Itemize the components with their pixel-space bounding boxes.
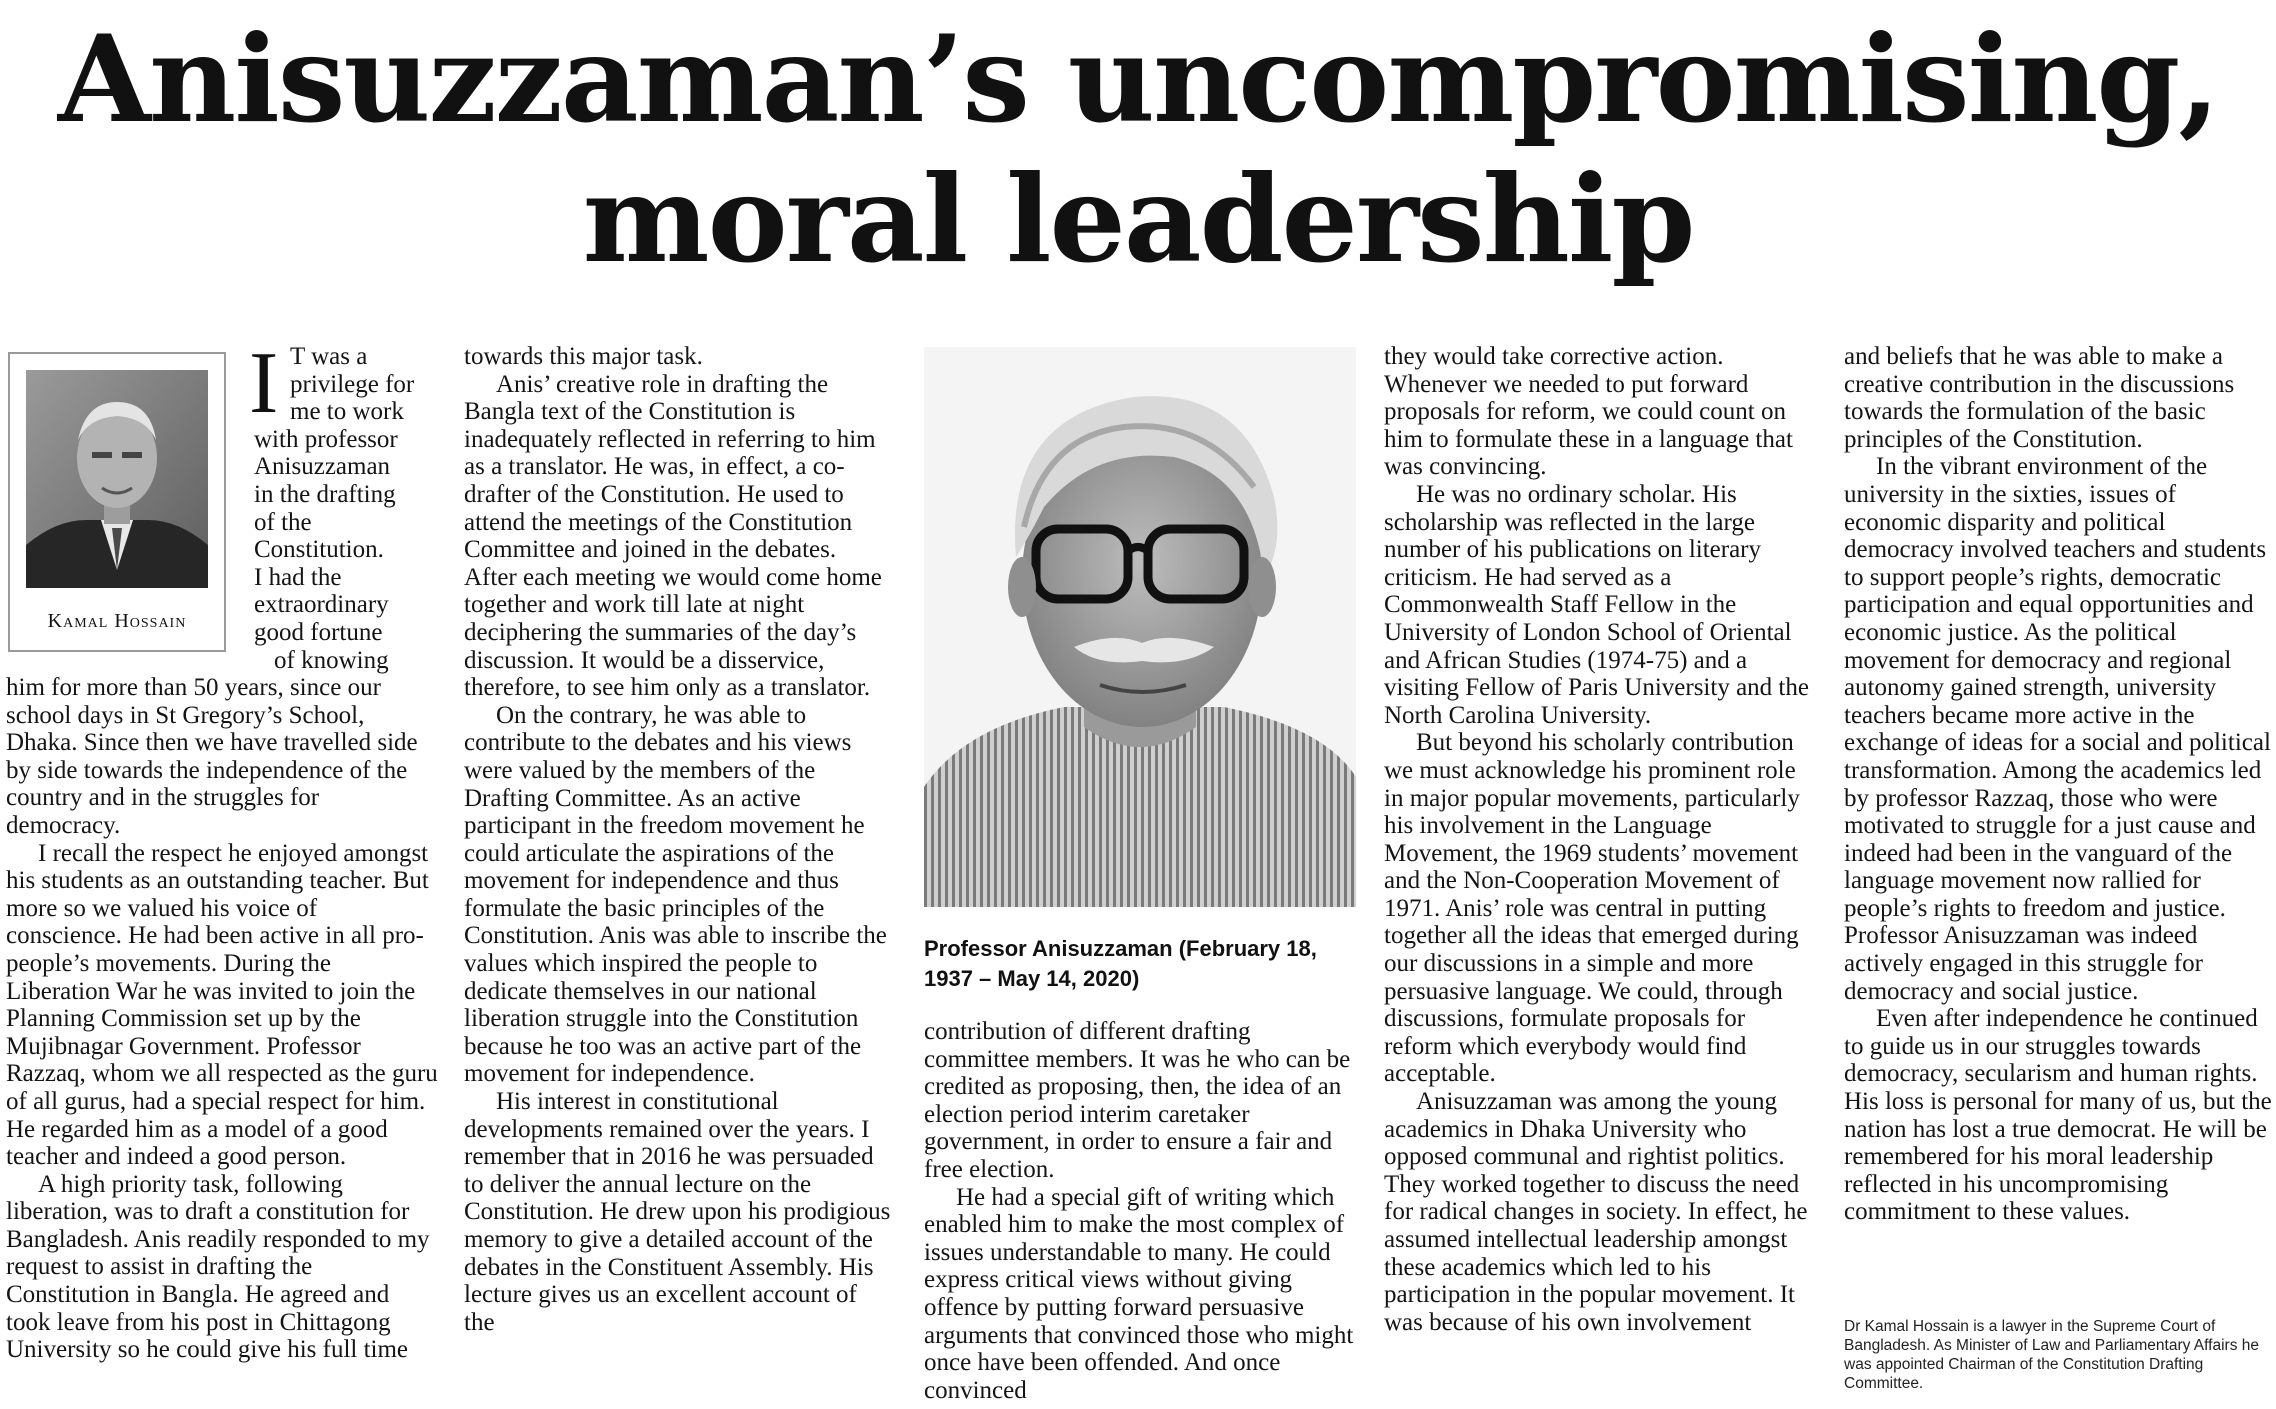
paragraph: they would take corrective action. Whenever we needed to put forward proposals for reform, we could count on him to formulate these in a language that was convincing. — [1384, 343, 1793, 481]
lead-line: with professor — [254, 425, 398, 453]
lead-line: of the — [254, 508, 312, 536]
author-name: Kamal Hossain — [47, 610, 187, 632]
professor-photo-icon — [924, 347, 1356, 907]
paragraph: I recall the respect he enjoyed amongst his students as an outstanding teacher. But more so we valued his voice of conscience. He had been active in all pro-people’s movements. During the Liberation War he was invited to join the Planning Commission set up by the Mujibnagar Government. Professor Razzaq, whom we all respected as the guru of all gurus, had a special respect for him. He regarded him as a model of a good teacher and indeed a good person. — [6, 839, 438, 1171]
paragraph: towards this major task. — [464, 343, 703, 370]
paragraph: and beliefs that he was able to make a creative contribution in the discussions towards the formulation of the basic principles of the Constitution. — [1844, 343, 2235, 453]
article-column-5 — [1844, 343, 2272, 1226]
paragraph: He had a special gift of writing which enabled him to make the most complex of issues understandable to many. He could express critical views without giving offence by putting forward persuasive arguments that convinced those who might once have been offended. And once convinced — [924, 1183, 1354, 1404]
lead-line: good fortune — [254, 618, 383, 646]
professor-photo — [924, 347, 1356, 907]
article-column-2 — [464, 343, 892, 1336]
headline-line-2: moral leadership — [582, 149, 1694, 290]
paragraph: His interest in constitutional developments remained over the years. I remember that in 2016 he was persuaded to deliver the annual lecture on the Constitution. He drew upon his prodigious memory to give a detailed account of the debates in the Constituent Assembly. His lecture gives us an excellent account of the — [464, 1088, 891, 1336]
lead-line: extraordinary — [254, 591, 389, 619]
drop-cap: I — [249, 335, 279, 432]
paragraph: him for more than 50 years, since our school days in St Gregory’s School, Dhaka. Since then we have travelled side by side towards the independence of the country and in the struggles for democracy. — [6, 674, 418, 839]
lead-line: I had the — [254, 563, 342, 591]
paragraph: In the vibrant environment of the university in the sixties, issues of economic disparity and political democracy involved teachers and students to support people’s rights, democratic participation and equal opportunities and economic justice. As the political movement for democracy and regional autonomy gained strength, university teachers became more active in the exchange of ideas for a social and political transformation. Among the academics led by professor Razzaq, those who were motivated to struggle for a just cause and indeed had been in the vanguard of the language movement now rallied for people’s rights to freedom and justice. Professor Anisuzzaman was indeed actively engaged in this struggle for democracy and social justice. — [1844, 453, 2271, 1005]
paragraph: But beyond his scholarly contribution we must acknowledge his prominent role in major popular movements, particularly his involvement in the Language Movement, the 1969 students’ movement and the Non-Cooperation Movement of 1971. Anis’ role was central in putting together all the ideas that emerged during our discussions in a simple and more persuasive language. We could, through discussions, formulate proposals for reform which everybody would find acceptable. — [1384, 729, 1800, 1088]
author-bio: Dr Kamal Hossain is a lawyer in the Supreme Court of Bangladesh. As Minister of Law and Parliamentary Affairs he was appointed Chairman of the Constitution Drafting Committee. — [1844, 1318, 2259, 1392]
lead-line: Constitution. — [254, 536, 384, 564]
lead-line: in the drafting — [254, 480, 396, 508]
article-column-3 — [924, 1018, 1356, 1404]
headline-line-1: Anisuzzaman’s uncompromising, — [57, 9, 2219, 150]
lead-line: me to work — [290, 398, 404, 426]
paragraph: contribution of different drafting committee members. It was he who can be credited as proposing, then, the idea of an election period interim caretaker government, in order to ensure a fair and free election. — [924, 1018, 1351, 1183]
paragraph: Anis’ creative role in drafting the Bangla text of the Constitution is inadequately reflected in referring to him as a translator. He was, in effect, a co-drafter of the Constitution. He used to attend the meetings of the Constitution Committee and joined in the debates. After each meeting we would come home together and work till late at night deciphering the summaries of the day’s discussion. It would be a disservice, therefore, to see him only as a translator. — [464, 370, 882, 702]
paragraph: On the contrary, he was able to contribute to the debates and his views were valued by the members of the Drafting Committee. As an active participant in the freedom movement he could articulate the aspirations of the movement for independence and thus formulate the basic principles of the Constitution. Anis was able to inscribe the values which inspired the people to dedicate themselves in our national liberation struggle into the Constitution because he too was an active part of the movement for independence. — [464, 701, 887, 1088]
photo-caption: Professor Anisuzzaman (February 18, 1937 – May 14, 2020) — [924, 936, 1317, 991]
paragraph: Even after independence he continued to guide us in our struggles towards democracy, secularism and human rights. His loss is personal for many of us, but the nation has lost a true democrat. He will be remembered for his moral leadership reflected in his uncompromising commitment to these values. — [1844, 1005, 2272, 1226]
article-column-4 — [1384, 343, 1816, 1336]
author-photo-icon — [26, 370, 208, 588]
lead-lines — [254, 343, 436, 674]
lead-line: Anisuzzaman — [254, 453, 391, 481]
lead-line: of knowing — [274, 646, 389, 674]
headline — [0, 10, 2276, 290]
article-column-1 — [6, 674, 438, 1364]
author-box — [8, 352, 226, 652]
paragraph: He was no ordinary scholar. His scholarship was reflected in the large number of his publications on literary criticism. He had served as a Commonwealth Staff Fellow in the University of London School of Oriental and African Studies (1974-75) and a visiting Fellow of Paris University and the North Carolina University. — [1384, 480, 1809, 729]
lead-line: privilege for — [290, 370, 415, 398]
paragraph: Anisuzzaman was among the young academics in Dhaka University who opposed communal and rightist politics. They worked together to discuss the need for radical changes in society. In effect, he assumed intellectual leadership amongst these academics which led to his participation in the popular movement. It was because of his own involvement — [1384, 1088, 1808, 1336]
paragraph: A high priority task, following liberation, was to draft a constitution for Bangladesh. Anis readily responded to my request to assist in drafting the Constitution in Bangla. He agreed and took leave from his post in Chittagong University so he could give his full time — [6, 1170, 430, 1364]
lead-line: T was a — [290, 343, 368, 370]
